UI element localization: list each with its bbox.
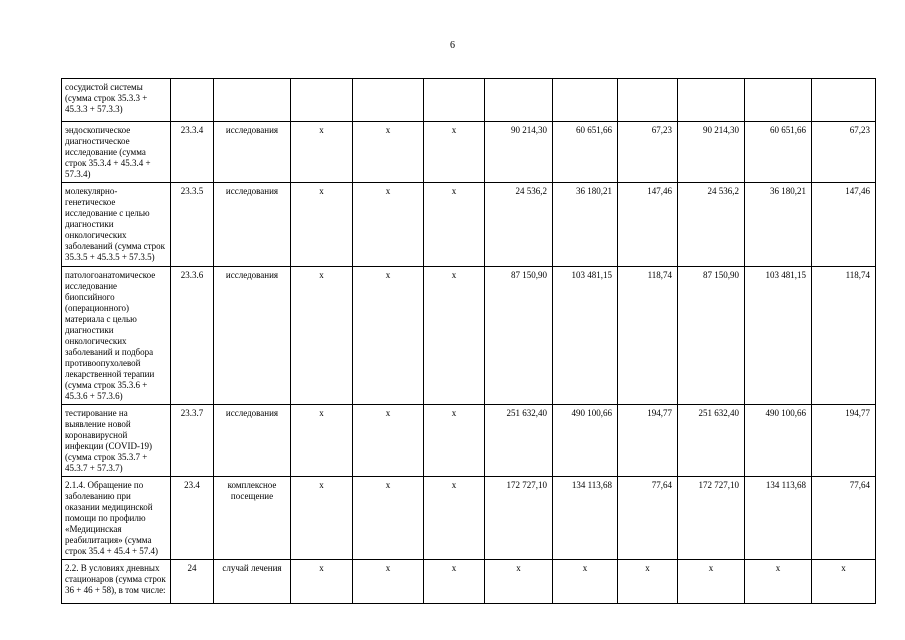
value-cell: [553, 79, 618, 122]
row-name-cell: 2.2. В условиях дневных стационаров (сумма строк 36 + 46 + 58), в том числе:: [62, 560, 171, 604]
value-cell: 147,46: [812, 183, 876, 267]
row-name-cell: тестирование на выявление новой коронавирусной инфекции (COVID-19) (сумма строк 35.3.7 + 45.3.7 + 57.3.7): [62, 405, 171, 477]
value-cell: x: [678, 560, 745, 604]
table-row: [62, 405, 876, 477]
value-cell: x: [353, 477, 424, 560]
value-cell: 36 180,21: [745, 183, 812, 267]
value-cell: 67,23: [812, 122, 876, 183]
row-name-cell: 2.1.4. Обращение по заболеванию при оказании медицинской помощи по профилю «Медицинская реабилитация» (сумма строк 35.4 + 45.4 + 57.4): [62, 477, 171, 560]
value-cell: x: [485, 560, 553, 604]
value-cell: 251 632,40: [678, 405, 745, 477]
value-cell: x: [291, 560, 353, 604]
value-cell: x: [353, 183, 424, 267]
value-cell: 118,74: [812, 267, 876, 405]
value-cell: 77,64: [618, 477, 678, 560]
value-cell: x: [424, 122, 485, 183]
value-cell: 490 100,66: [745, 405, 812, 477]
value-cell: x: [353, 122, 424, 183]
table-row: [62, 267, 876, 405]
row-code-cell: 24: [171, 560, 214, 604]
value-cell: 90 214,30: [485, 122, 553, 183]
unit-cell: исследования: [214, 183, 291, 267]
value-cell: x: [424, 183, 485, 267]
value-cell: 60 651,66: [553, 122, 618, 183]
value-cell: 103 481,15: [745, 267, 812, 405]
value-cell: 24 536,2: [485, 183, 553, 267]
value-cell: 118,74: [618, 267, 678, 405]
value-cell: x: [553, 560, 618, 604]
value-cell: x: [291, 183, 353, 267]
row-name-cell: сосудистой системы (сумма строк 35.3.3 + 45.3.3 + 57.3.3): [62, 79, 171, 122]
page-number: 6: [450, 40, 455, 51]
unit-cell: случай лечения: [214, 560, 291, 604]
value-cell: 251 632,40: [485, 405, 553, 477]
table-row: [62, 560, 876, 604]
value-cell: 172 727,10: [678, 477, 745, 560]
table-row: [62, 79, 876, 122]
row-code-cell: 23.3.5: [171, 183, 214, 267]
value-cell: 134 113,68: [553, 477, 618, 560]
value-cell: x: [291, 267, 353, 405]
value-cell: 194,77: [618, 405, 678, 477]
unit-cell: комплексное посещение: [214, 477, 291, 560]
value-cell: 36 180,21: [553, 183, 618, 267]
value-cell: 77,64: [812, 477, 876, 560]
table-row: [62, 477, 876, 560]
value-cell: x: [812, 560, 876, 604]
row-name-cell: патологоанатомическое исследование биопсийного (операционного) материала с целью диагностики онкологических заболеваний и подбора противоопухолевой лекарственной терапии (сумма строк 35.3.6 + 45.3.6 + 57.3.6): [62, 267, 171, 405]
row-code-cell: 23.3.4: [171, 122, 214, 183]
unit-cell: исследования: [214, 122, 291, 183]
value-cell: [745, 79, 812, 122]
row-code-cell: [171, 79, 214, 122]
value-cell: x: [353, 405, 424, 477]
unit-cell: исследования: [214, 405, 291, 477]
value-cell: 172 727,10: [485, 477, 553, 560]
table-row: [62, 122, 876, 183]
row-code-cell: 23.4: [171, 477, 214, 560]
value-cell: x: [424, 405, 485, 477]
value-cell: [678, 79, 745, 122]
value-cell: 194,77: [812, 405, 876, 477]
value-cell: 490 100,66: [553, 405, 618, 477]
value-cell: x: [353, 560, 424, 604]
value-cell: 103 481,15: [553, 267, 618, 405]
value-cell: x: [353, 267, 424, 405]
value-cell: 134 113,68: [745, 477, 812, 560]
value-cell: 90 214,30: [678, 122, 745, 183]
value-cell: x: [424, 560, 485, 604]
value-cell: 147,46: [618, 183, 678, 267]
value-cell: [424, 79, 485, 122]
value-cell: [618, 79, 678, 122]
value-cell: [291, 79, 353, 122]
value-cell: 60 651,66: [745, 122, 812, 183]
row-name-cell: эндоскопическое диагностическое исследование (сумма строк 35.3.4 + 45.3.4 + 57.3.4): [62, 122, 171, 183]
row-code-cell: 23.3.6: [171, 267, 214, 405]
value-cell: x: [291, 122, 353, 183]
value-cell: [485, 79, 553, 122]
unit-cell: [214, 79, 291, 122]
value-cell: x: [424, 267, 485, 405]
value-cell: [353, 79, 424, 122]
value-cell: 87 150,90: [678, 267, 745, 405]
value-cell: 67,23: [618, 122, 678, 183]
value-cell: 24 536,2: [678, 183, 745, 267]
table-row: [62, 183, 876, 267]
row-code-cell: 23.3.7: [171, 405, 214, 477]
value-cell: 87 150,90: [485, 267, 553, 405]
value-cell: x: [291, 477, 353, 560]
value-cell: x: [291, 405, 353, 477]
value-cell: x: [424, 477, 485, 560]
value-cell: x: [745, 560, 812, 604]
row-name-cell: молекулярно-генетическое исследование с целью диагностики онкологических заболеваний (сумма строк 35.3.5 + 45.3.5 + 57.3.5): [62, 183, 171, 267]
financing-table: [61, 78, 876, 604]
value-cell: [812, 79, 876, 122]
unit-cell: исследования: [214, 267, 291, 405]
value-cell: x: [618, 560, 678, 604]
